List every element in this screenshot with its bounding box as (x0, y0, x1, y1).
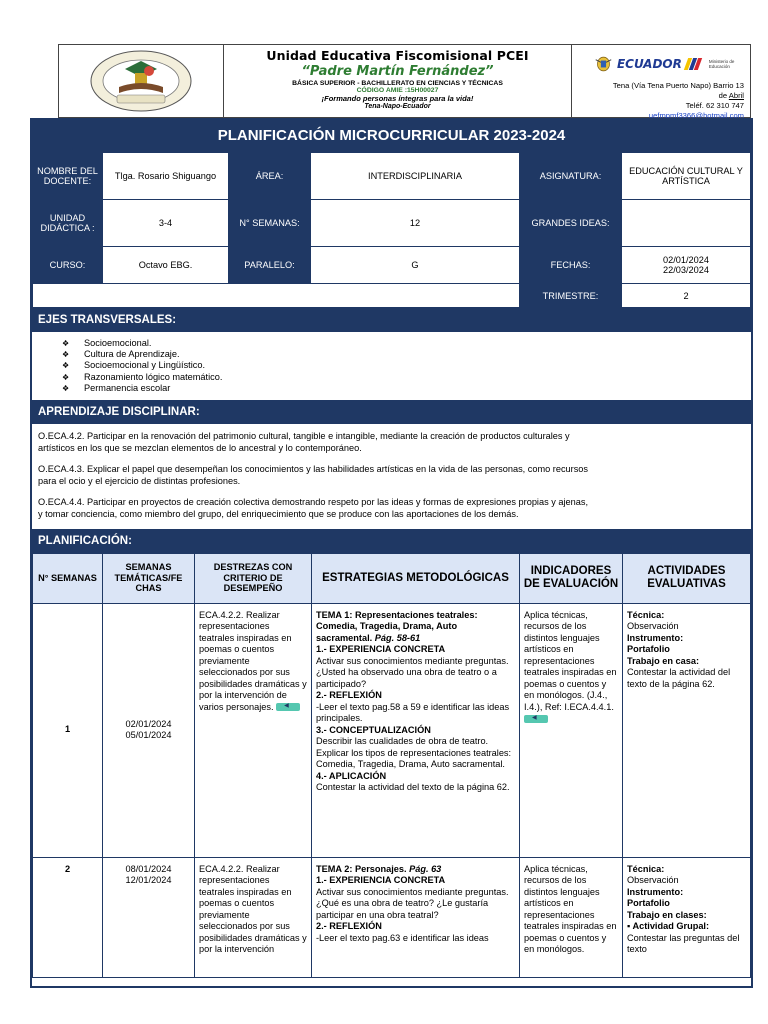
indicator-text: Aplica técnicas, recursos de los distintos lenguajes artísticos en representaciones teatrales inspiradas en poemas o cuentos y en monólogos. (J.4., I.4.), Ref: I.ECA.4.4.1. (524, 609, 617, 712)
skill-text: ECA.4.2.2. Realizar representaciones teatrales inspiradas en poemas o cuentos previamente seleccionados por sus posibilidades dramáticas y por la intervención de varios personajes. (199, 609, 307, 712)
dates-value (622, 247, 751, 284)
blank-cell (33, 284, 520, 308)
address-line-2 (613, 91, 744, 101)
objective-eca-4-3 (38, 464, 745, 487)
term-label: TRIMESTRE: (520, 284, 622, 308)
step-heading: 3.- CONCEPTUALIZACIÓN (316, 724, 431, 735)
step-heading: 2.- REFLEXIÓN (316, 690, 382, 701)
objective-eca-4-2 (38, 431, 745, 454)
subject-value: EDUCACIÓN CULTURAL Y ARTÍSTICA (622, 153, 751, 200)
technique-label: Técnica: (627, 863, 665, 874)
step-text: Describir las cualidades de obra de teatro. (316, 736, 489, 747)
topic-pages: Pág. 58-61 (374, 632, 421, 643)
planning-document (30, 118, 753, 988)
strategy-cell (312, 857, 520, 977)
objective-line: artísticos en los que se mezclan elementos de lo ancestral y lo contemporáneo. (38, 442, 362, 453)
term-value: 2 (622, 284, 751, 308)
teacher-label: NOMBRE DEL DOCENTE: (33, 153, 103, 200)
step-text: -Leer el texto pag.58 a 59 e identificar las ideas principales. (316, 701, 510, 724)
letterhead-center (224, 45, 572, 117)
technique-label: Técnica: (627, 609, 665, 620)
strategy-cell (312, 603, 520, 857)
letterhead-contact (572, 45, 750, 120)
school-levels: BÁSICA SUPERIOR - BACHILLERATO EN CIENCIAS Y TÉCNICAS (292, 80, 503, 87)
week-number: 2 (33, 857, 103, 977)
unit-value: 3-4 (103, 200, 229, 247)
document-title: PLANIFICACIÓN MICROCURRICULAR 2023-2024 (32, 120, 751, 152)
objective-eca-4-4 (38, 497, 745, 520)
parallel-label: PARALELO: (229, 247, 311, 284)
step-text: ¿Qué es una obra de teatro? ¿Le gustaría participar en una obra teatral? (316, 898, 489, 920)
date-start: 02/01/2024 (663, 255, 709, 265)
homework-label: Trabajo en casa: (627, 655, 700, 666)
week-dates (103, 857, 195, 977)
letterhead (58, 44, 751, 118)
step-text: Activar sus conocimientos mediante preguntas. (316, 655, 509, 666)
col-indicators: INDICADORES DE EVALUACIÓN (520, 553, 623, 603)
topic-title: TEMA 1: Representaciones teatrales: Comedia, Tragedia, Drama, Auto sacramental. (316, 609, 478, 643)
table-row (33, 603, 751, 857)
big-ideas-label: GRANDES IDEAS: (520, 200, 622, 247)
week-start: 02/01/2024 (125, 718, 172, 729)
list-item: ❖ Cultura de Aprendizaje. (62, 349, 751, 360)
school-email-link[interactable]: uefmpmf3366@hotmail.com (648, 111, 744, 120)
play-chip-icon[interactable] (276, 703, 300, 711)
school-name: “Padre Martín Fernández” (301, 64, 494, 79)
step-text: Explicar los tipos de representaciones teatrales: Comedia, Tragedia, Drama, Auto sacramental. (316, 747, 512, 770)
planning-table (32, 553, 751, 978)
list-item: ❖ Socioemocional. (62, 338, 751, 349)
planning-header-row (33, 553, 751, 603)
instrument-label: Instrumento: (627, 632, 684, 643)
col-skills: DESTREZAS CON CRITERIO DE DESEMPEÑO (195, 553, 312, 603)
classwork-label: Trabajo en clases: (627, 909, 707, 920)
aprendizaje-text (32, 424, 751, 529)
amie-code: CÓDIGO AMIE :15H00027 (356, 87, 439, 94)
course-value: Octavo EBG. (103, 247, 229, 284)
instrument-label: Instrumento: (627, 886, 684, 897)
step-text: Contestar la actividad del texto de la página 62. (316, 782, 510, 793)
list-item: ❖ Socioemocional y Lingüístico. (62, 360, 751, 371)
coat-of-arms-icon (594, 55, 613, 73)
school-address (613, 81, 744, 121)
ministry-wordmark: ECUADOR (616, 57, 682, 71)
indicator-cell (520, 603, 623, 857)
skill-cell (195, 603, 312, 857)
group-activity-text: Actividad Grupal: (632, 921, 710, 932)
school-seal-icon (89, 49, 193, 113)
col-dates: SEMANAS TEMÁTICAS/FE CHAS (103, 553, 195, 603)
week-start: 08/01/2024 (125, 863, 172, 874)
group-activity-label: ▪ Actividad Grupal: (627, 921, 710, 932)
date-end: 22/03/2024 (663, 265, 709, 275)
homework-value: Contestar la actividad del texto de la página 62. (627, 667, 731, 689)
area-value: INTERDISCIPLINARIA (311, 153, 520, 200)
area-label: ÁREA: (229, 153, 311, 200)
week-end: 12/01/2024 (125, 875, 172, 886)
technique-value: Observación (627, 875, 679, 886)
school-phone: Teléf. 62 310 747 (685, 101, 744, 110)
ejes-heading: EJES TRANSVERSALES: (32, 308, 751, 332)
instrument-value: Portafolio (627, 644, 670, 655)
unit-label: UNIDAD DIDÁCTICA : (33, 200, 103, 247)
group-activity-value: Contestar las preguntas del texto (627, 932, 740, 955)
weeks-label: N° SEMANAS: (229, 200, 311, 247)
step-heading: 1.- EXPERIENCIA CONCRETA (316, 875, 446, 886)
objective-line: para el ocio y el ejercicio de distintas profesiones. (38, 475, 241, 486)
indicator-cell: Aplica técnicas, recursos de los distintos lenguajes artísticos en representaciones teatrales inspiradas en poemas o cuentos y en monólogos. (520, 857, 623, 977)
table-row (33, 857, 751, 977)
address-prefix: de (718, 91, 729, 100)
step-text: -Leer el texto pag.63 e identificar las ideas (316, 932, 489, 943)
school-motto: ¡Formando personas íntegras para la vida! (321, 94, 474, 103)
topic-title: TEMA 2: Personajes. (316, 863, 407, 874)
aprendizaje-heading: APRENDIZAJE DISCIPLINAR: (32, 400, 751, 424)
address-line-1: Tena (Vía Tena Puerto Napo) Barrio 13 (612, 81, 744, 90)
col-activities: ACTIVIDADES EVALUATIVAS (623, 553, 751, 603)
objective-line: O.ECA.4.2. Participar en la renovación del patrimonio cultural, tangible e intangible, mediante la creación de productos culturales y (38, 431, 570, 442)
step-heading: 1.- EXPERIENCIA CONCRETA (316, 644, 446, 655)
step-heading: 2.- REFLEXIÓN (316, 921, 382, 932)
weeks-value: 12 (311, 200, 520, 247)
objective-line: O.ECA.4.3. Explicar el papel que desempeñan los conocimientos y las habilidades artísticas en la vida de las personas, como recursos (38, 464, 589, 475)
list-item: ❖ Permanencia escolar (62, 383, 751, 394)
activity-cell (623, 603, 751, 857)
list-item: ❖ Razonamiento lógico matemático. (62, 372, 751, 383)
big-ideas-value (622, 200, 751, 247)
topic-pages: Pág. 63 (409, 863, 442, 874)
ministry-label: Ministerio de Educación (708, 59, 735, 69)
week-dates (103, 603, 195, 857)
objective-line: y tomar conciencia, como miembro del grupo, del enriquecimiento que se produce con las aportaciones de los demás. (38, 508, 519, 519)
play-chip-icon[interactable] (524, 715, 548, 723)
step-heading: 4.- APLICACIÓN (316, 770, 387, 781)
week-number: 1 (33, 603, 103, 857)
school-city: Tena-Napo-Ecuador (364, 103, 431, 110)
objective-line: O.ECA.4.4. Participar en proyectos de creación colectiva demostrando respeto por las ideas y formas de expresiones propias y ajenas, (38, 497, 589, 508)
dates-label: FECHAS: (520, 247, 622, 284)
technique-value: Observación (627, 621, 679, 632)
teacher-value: Tlga. Rosario Shiguango (103, 153, 229, 200)
col-strategies: ESTRATEGIAS METODOLÓGICAS (312, 553, 520, 603)
general-info-table (32, 152, 751, 308)
activity-cell (623, 857, 751, 977)
instrument-value: Portafolio (627, 898, 670, 909)
flag-stripes-icon (684, 58, 703, 70)
ejes-list (32, 332, 751, 400)
skill-cell: ECA.4.2.2. Realizar representaciones teatrales inspiradas en poemas o cuentos previamente seleccionados por sus posibilidades dramáticas y por la intervención (195, 857, 312, 977)
subject-label: ASIGNATURA: (520, 153, 622, 200)
course-label: CURSO: (33, 247, 103, 284)
school-logo (59, 45, 224, 117)
institution-name: Unidad Educativa Fiscomisional PCEI (266, 48, 529, 63)
address-street: Abril (728, 91, 744, 100)
parallel-value: G (311, 247, 520, 284)
ministry-logo (594, 55, 750, 73)
step-text: Activar sus conocimientos mediante preguntas. (316, 886, 509, 897)
week-end: 05/01/2024 (125, 730, 172, 741)
step-text: ¿Usted ha observado una obra de teatro o a participado? (316, 667, 497, 689)
col-weeks: N° SEMANAS (33, 553, 103, 603)
planificacion-heading: PLANIFICACIÓN: (32, 529, 751, 553)
